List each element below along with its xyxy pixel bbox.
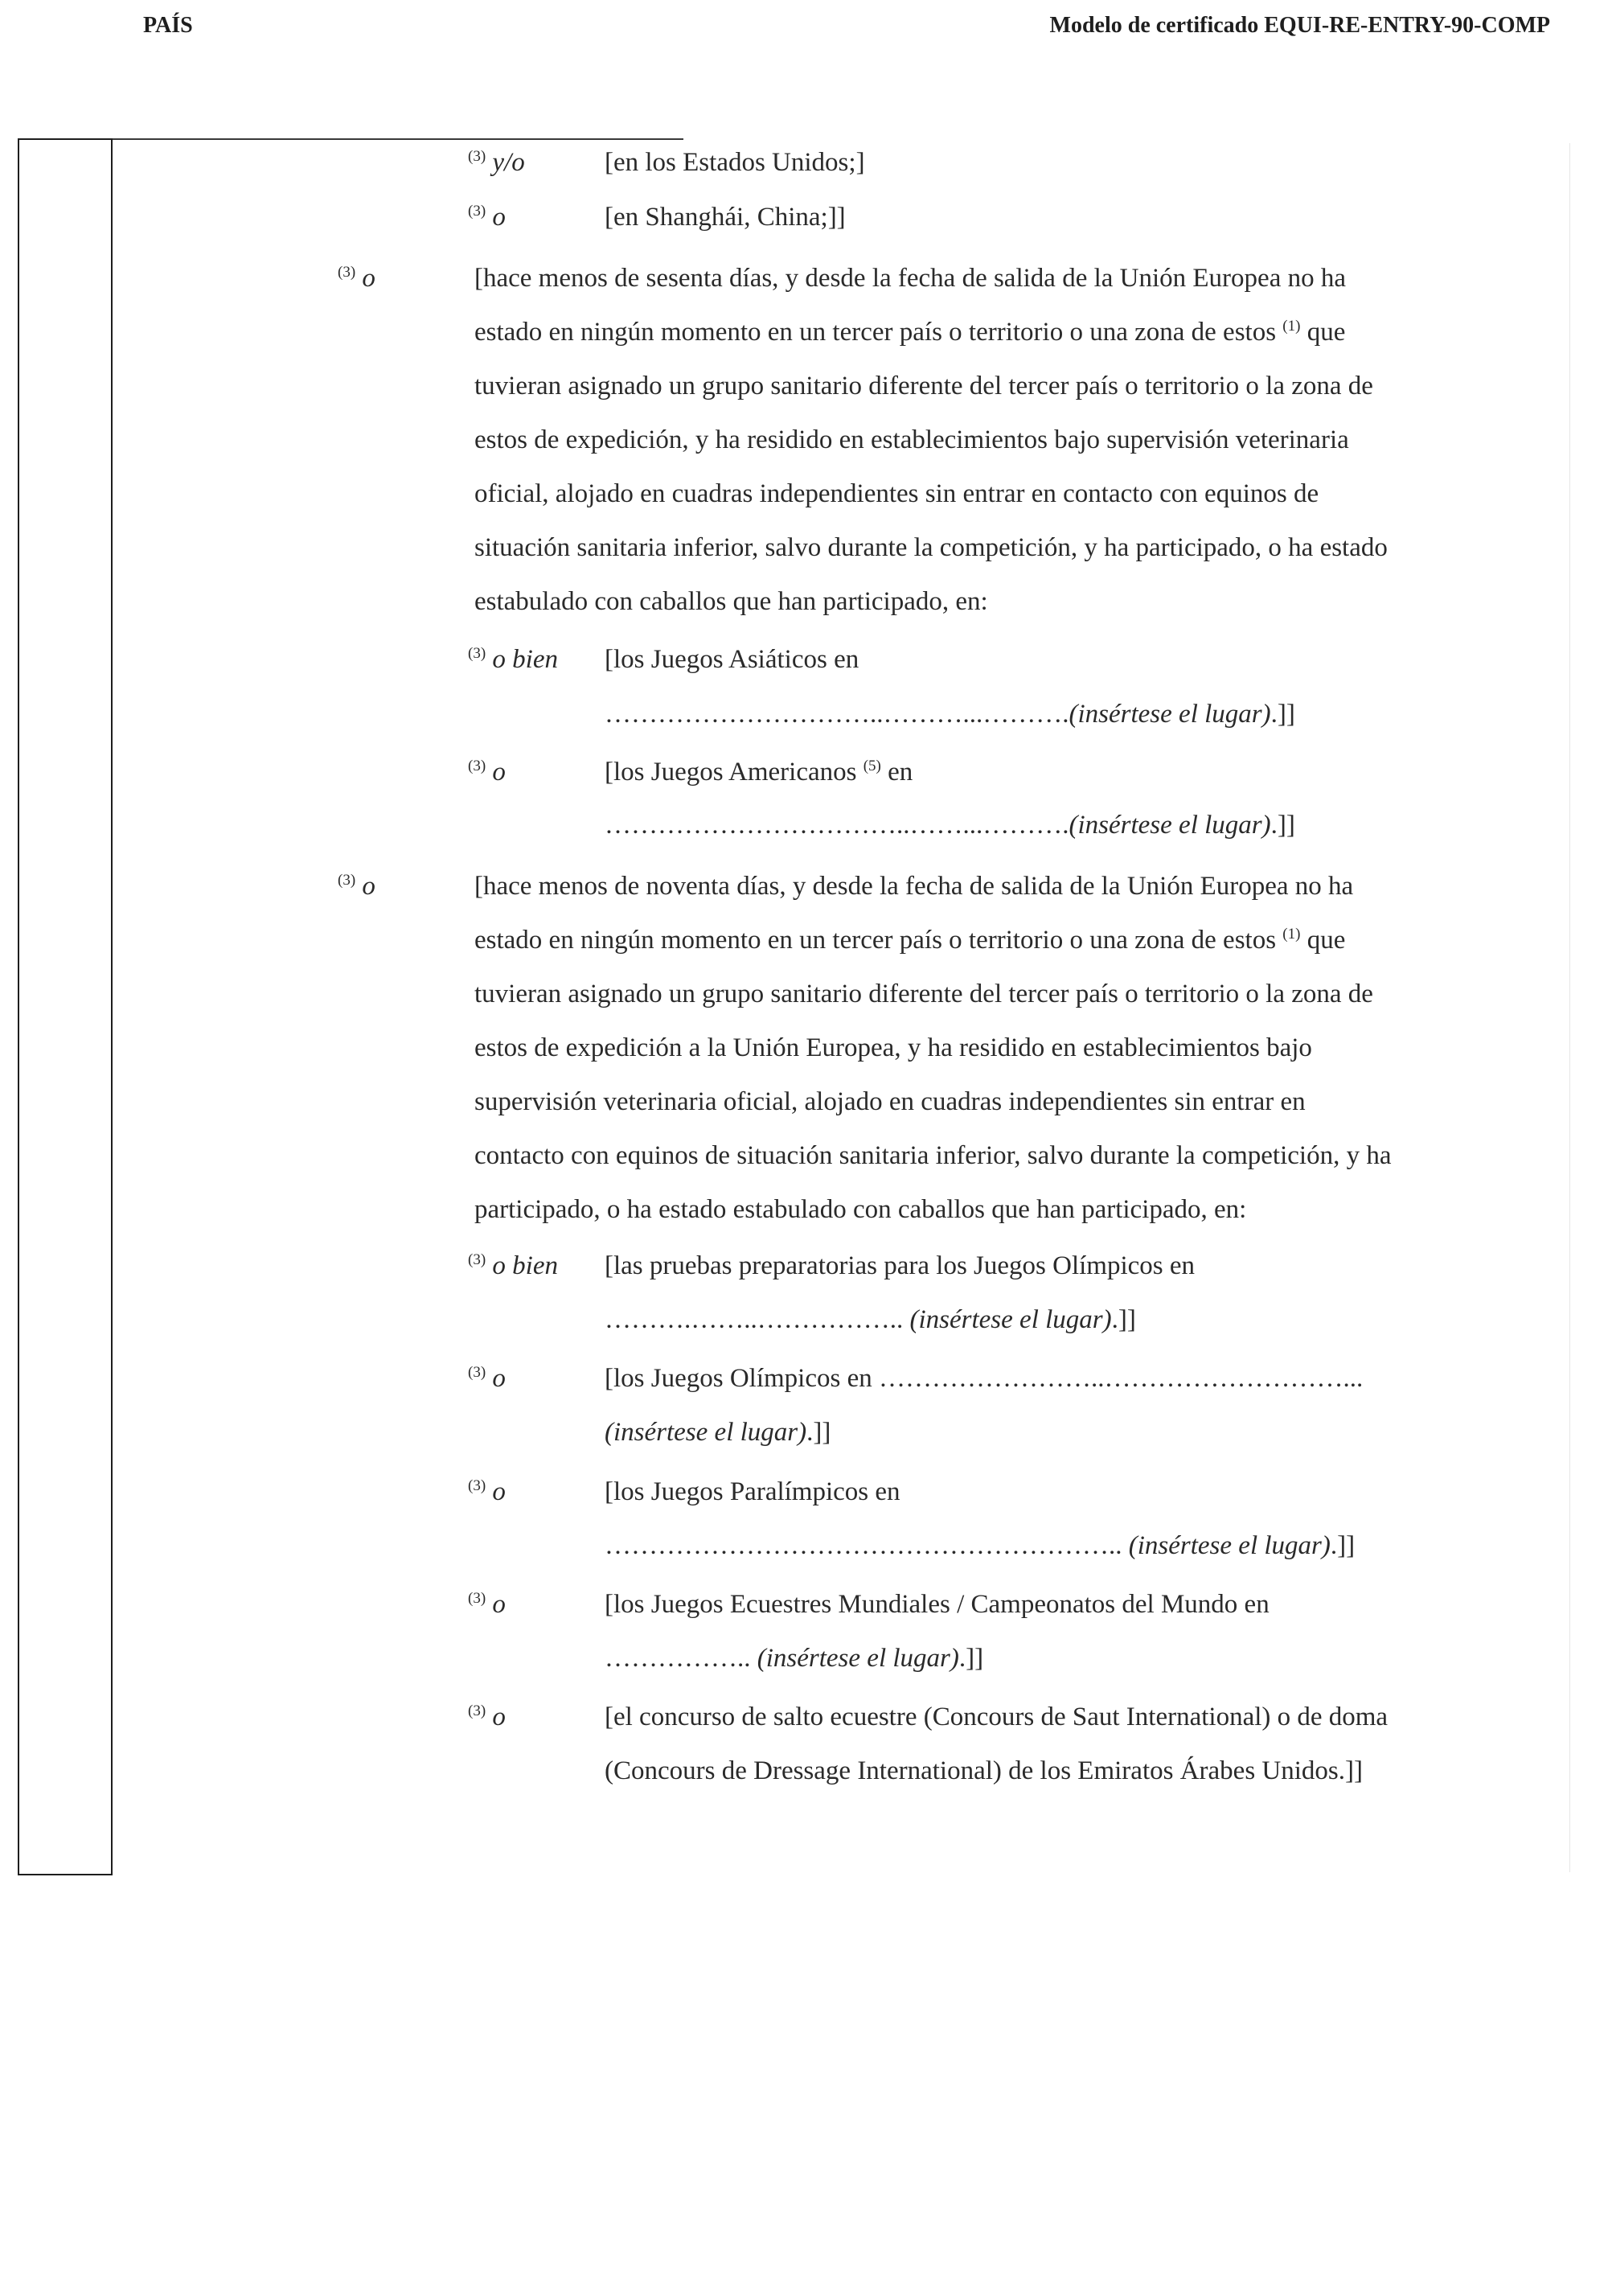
para90-line: participado, o ha estado estabulado con caballos que han participado, en: (474, 1195, 1247, 1224)
option-pruebas-preparatorias: [las pruebas preparatorias para los Juegos Olímpicos en (605, 1251, 1196, 1280)
insert-location-line: (insértese el lugar).]] (605, 1418, 831, 1447)
para60-line: situación sanitaria inferior, salvo durante la competición, y ha participado, o ha estado (474, 533, 1388, 562)
option-shanghai: [en Shanghái, China;]] (605, 203, 846, 232)
option-juegos-ecuestres-mundiales: [los Juegos Ecuestres Mundiales / Campeonatos del Mundo en (605, 1590, 1270, 1619)
right-rule (1569, 143, 1570, 1872)
para60-line: tuvieran asignado un grupo sanitario diferente del tercer país o territorio o la zona de (474, 372, 1373, 400)
para60-line: oficial, alojado en cuadras independientes sin entrar en contacto con equinos de (474, 479, 1319, 508)
insert-location-line: …………….. (insértese el lugar).]] (605, 1644, 984, 1673)
para90-line: estos de expedición a la Unión Europea, y ha residido en establecimientos bajo (474, 1033, 1312, 1062)
marker-o: $^{(3)}$ o (338, 872, 375, 901)
marker-o: $^{(3)}$ o (468, 1702, 506, 1731)
para90-line: tuvieran asignado un grupo sanitario diferente del tercer país o territorio o la zona de (474, 980, 1373, 1008)
para90-line: [hace menos de noventa días, y desde la fecha de salida de la Unión Europea no ha (474, 872, 1354, 901)
marker-o: $^{(3)}$ o (338, 264, 375, 293)
marker-o: $^{(3)}$ o (468, 758, 506, 787)
marker-o: $^{(3)}$ o (468, 203, 506, 232)
para90-line: estado en ningún momento en un tercer país o territorio o una zona de estos $^{(1)}$ que (474, 926, 1346, 955)
option-juegos-americanos: [los Juegos Americanos $^{(5)}$ en (605, 758, 913, 787)
marker-o-bien: $^{(3)}$ o bien (468, 645, 558, 674)
option-estados-unidos: [en los Estados Unidos;] (605, 148, 865, 177)
para60-line: [hace menos de sesenta días, y desde la fecha de salida de la Unión Europea no ha (474, 264, 1346, 293)
left-margin-box (18, 138, 113, 1875)
page-header-model: Modelo de certificado EQUI-RE-ENTRY-90-COMP (1049, 13, 1550, 38)
insert-location-line: ………………………………………………….. (insértese el lugar).]] (605, 1531, 1356, 1560)
marker-o: $^{(3)}$ o (468, 1477, 506, 1506)
marker-yo: $^{(3)}$ y/o (468, 148, 525, 177)
top-rule (113, 138, 683, 140)
option-juegos-asiaticos: [los Juegos Asiáticos en (605, 645, 859, 674)
marker-o-bien: $^{(3)}$ o bien (468, 1251, 558, 1280)
para60-line: estos de expedición, y ha residido en establecimientos bajo supervisión veterinaria (474, 425, 1349, 454)
option-concurso-line: (Concours de Dressage International) de los Emiratos Árabes Unidos.]] (605, 1756, 1363, 1785)
para60-line: estabulado con caballos que han participado, en: (474, 587, 988, 616)
insert-location-line: …………………………..………...……….(insértese el lugar).]] (605, 700, 1295, 729)
option-concurso-line: [el concurso de salto ecuestre (Concours de Saut International) o de doma (605, 1702, 1389, 1731)
marker-o: $^{(3)}$ o (468, 1590, 506, 1619)
para90-line: contacto con equinos de situación sanitaria inferior, salvo durante la competición, y ha (474, 1141, 1392, 1170)
page-header-country: PAÍS (143, 13, 193, 38)
insert-location-line: ……………………………..……...……….(insértese el lugar).]] (605, 811, 1295, 840)
para60-line: estado en ningún momento en un tercer país o territorio o una zona de estos $^{(1)}$ que (474, 318, 1346, 347)
option-juegos-paralimpicos: [los Juegos Paralímpicos en (605, 1477, 900, 1506)
marker-o: $^{(3)}$ o (468, 1364, 506, 1393)
insert-location-line: ……….……..…………….. (insértese el lugar).]] (605, 1305, 1136, 1334)
para90-line: supervisión veterinaria oficial, alojado en cuadras independientes sin entrar en (474, 1087, 1306, 1116)
option-juegos-olimpicos: [los Juegos Olímpicos en ……………………..………………………... (605, 1364, 1364, 1393)
